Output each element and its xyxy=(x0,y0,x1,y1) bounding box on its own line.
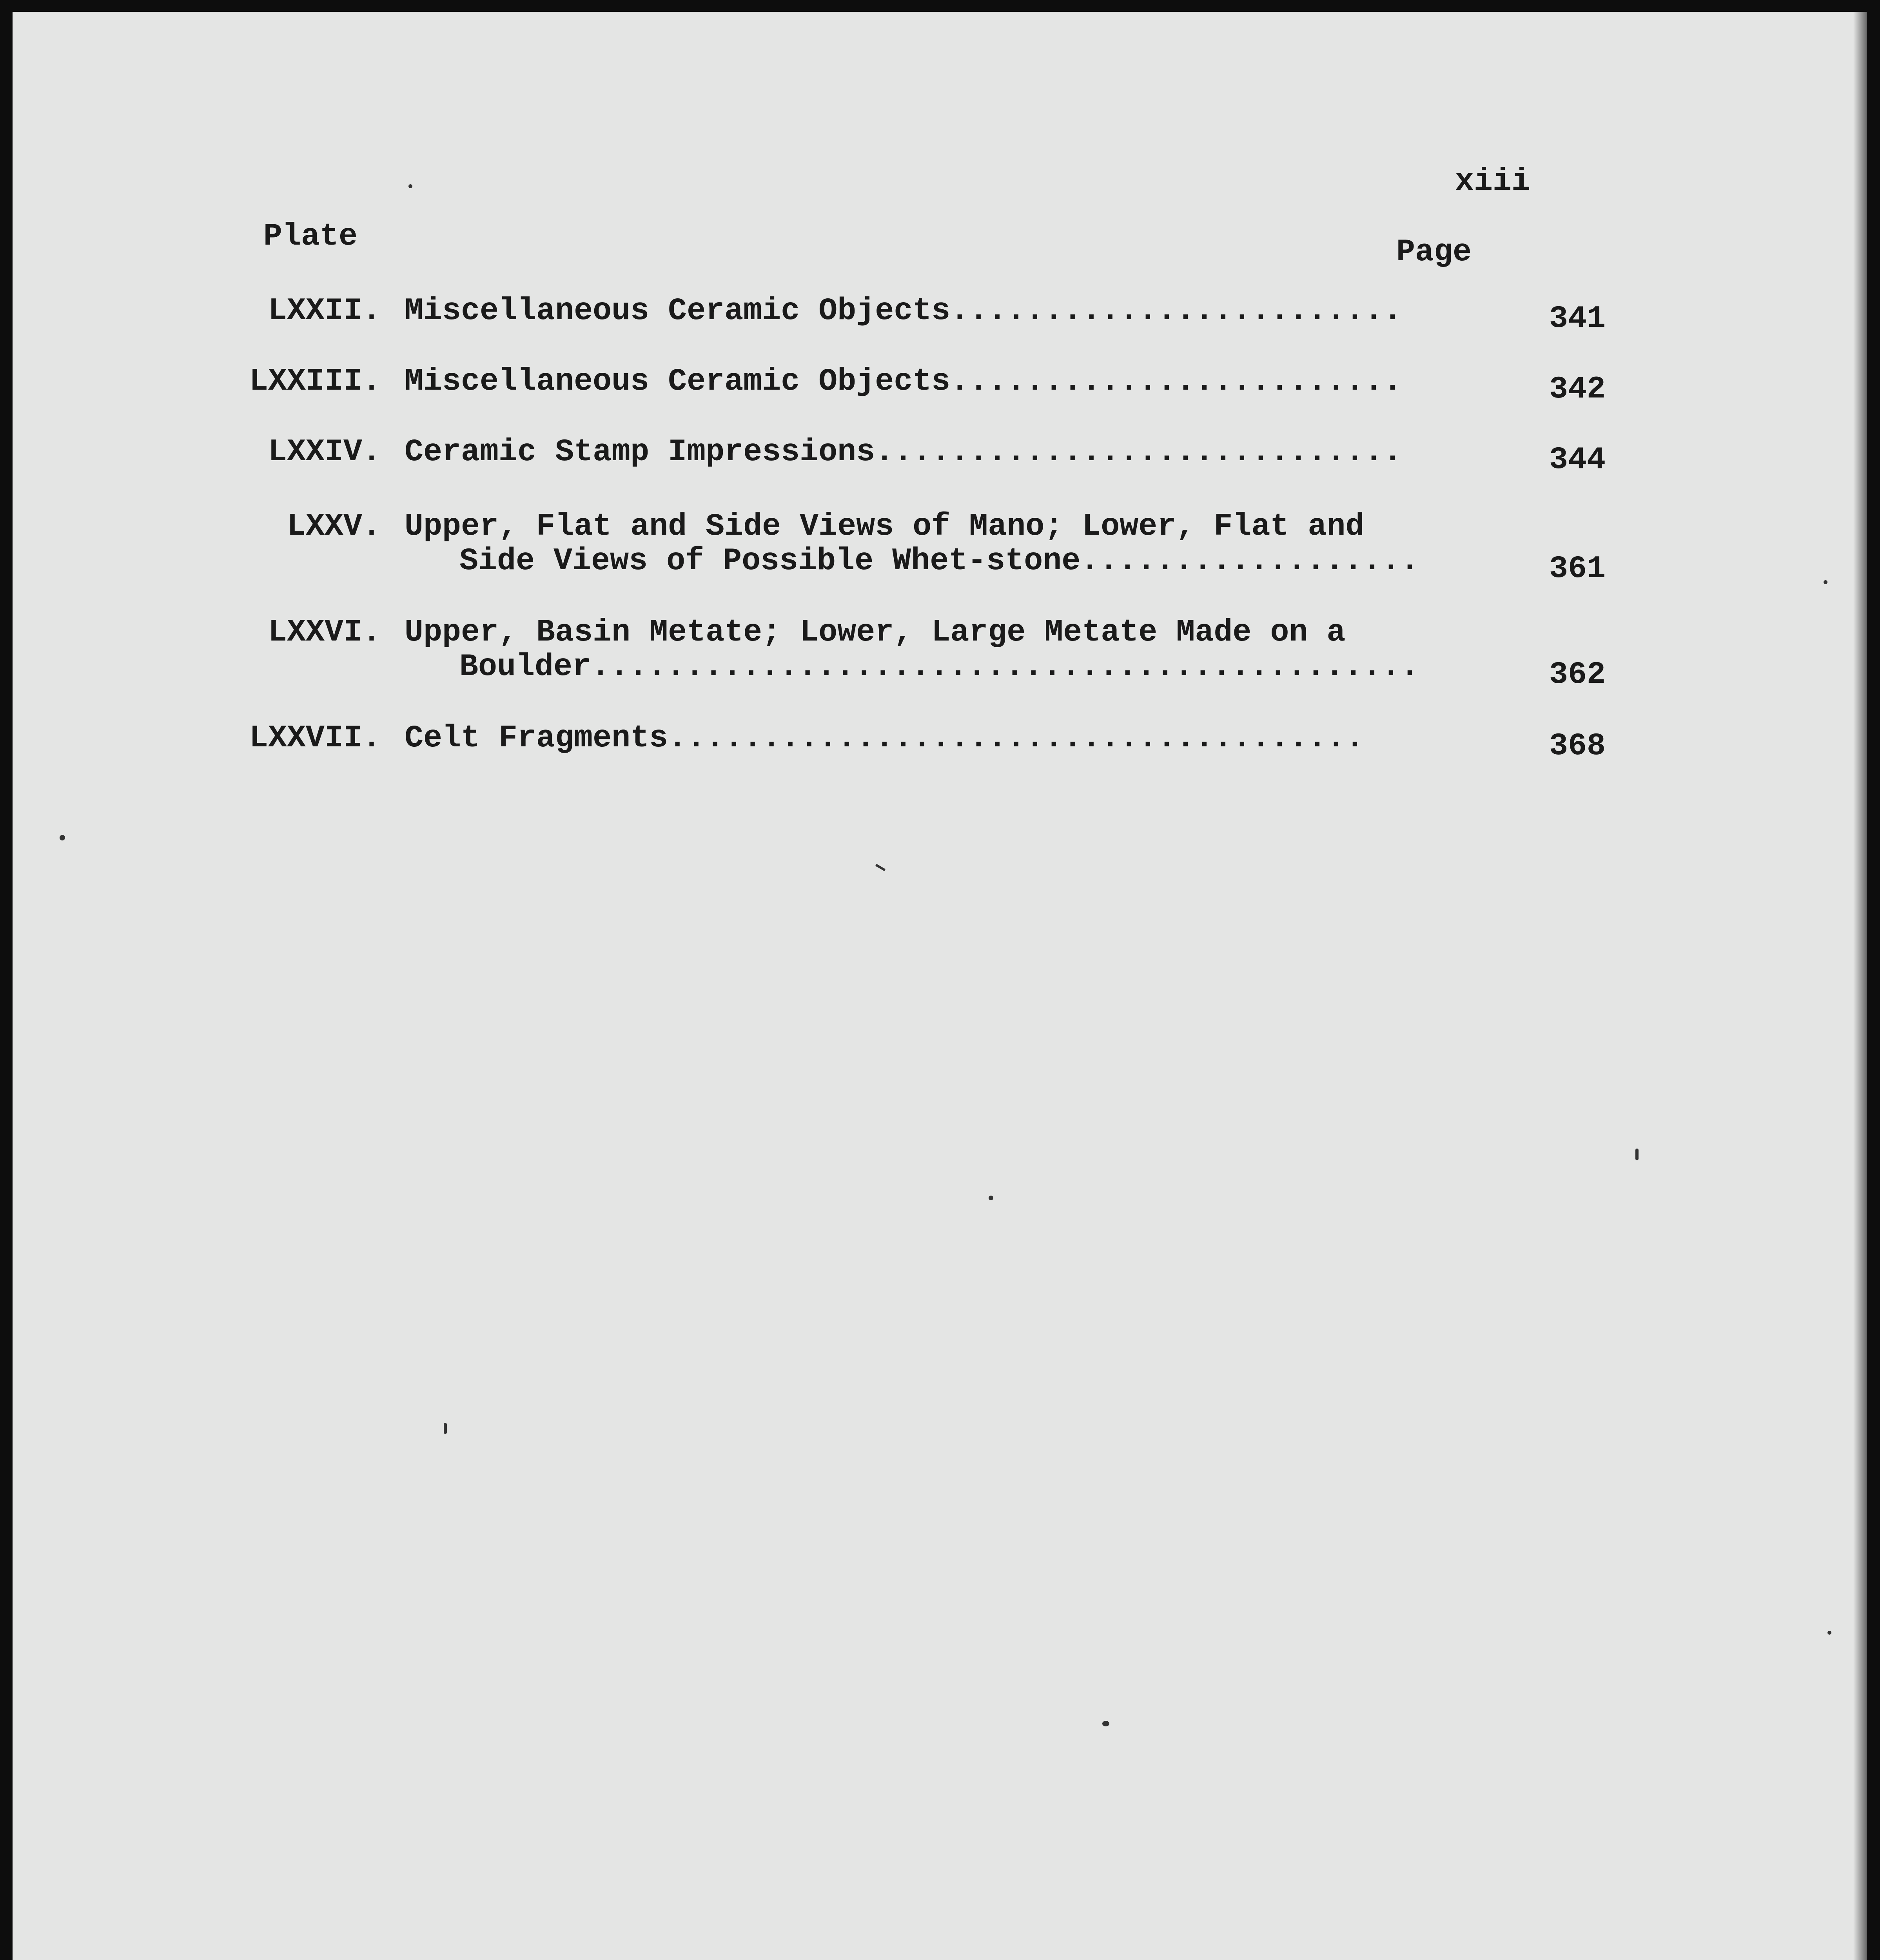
plate-title-line-2: Side Views of Possible Whet-stone.................. xyxy=(459,543,1419,579)
plate-title: Ceramic Stamp Impressions............................ xyxy=(405,434,1402,470)
plate-title: Miscellaneous Ceramic Objects........................ xyxy=(405,293,1402,329)
scan-speck xyxy=(1824,580,1827,584)
plate-title: Celt Fragments..................................... xyxy=(405,720,1365,756)
scan-speck xyxy=(1102,1721,1109,1726)
document-page xyxy=(13,12,1867,1960)
scan-speck xyxy=(1827,1631,1831,1635)
plate-number: LXXIV. xyxy=(268,434,381,470)
scan-speck xyxy=(989,1196,993,1200)
plate-title-line-2: Boulder............................................ xyxy=(459,649,1419,685)
scan-speck xyxy=(60,835,65,840)
list-item xyxy=(249,720,1606,764)
page-ref: 344 xyxy=(1549,442,1606,478)
page-number: xiii xyxy=(1455,164,1531,200)
page-ref: 368 xyxy=(1549,728,1606,764)
page-edge-shadow xyxy=(1853,12,1867,1960)
list-item xyxy=(268,434,1606,478)
page-ref: 342 xyxy=(1549,372,1606,407)
page-ref: 362 xyxy=(1549,657,1606,693)
list-item xyxy=(287,509,1606,587)
scan-speck xyxy=(875,864,886,871)
page-column-heading: Page xyxy=(1396,234,1472,270)
plate-number: LXXV. xyxy=(287,509,381,544)
plate-number: LXXIII. xyxy=(249,364,381,399)
list-item xyxy=(268,293,1606,337)
plate-title-line-1: Upper, Basin Metate; Lower, Large Metate Made on a xyxy=(405,615,1346,650)
page-ref: 341 xyxy=(1549,301,1606,337)
plate-title-line-1: Upper, Flat and Side Views of Mano; Lower, Flat and xyxy=(405,509,1365,544)
plate-column-heading: Plate xyxy=(263,219,358,254)
page-ref: 361 xyxy=(1549,551,1606,587)
list-item xyxy=(268,615,1606,693)
plate-number: LXXVII. xyxy=(249,720,381,756)
scan-speck xyxy=(408,184,412,188)
plate-title: Miscellaneous Ceramic Objects........................ xyxy=(405,364,1402,399)
scan-speck xyxy=(444,1423,447,1434)
scan-speck xyxy=(1635,1149,1639,1160)
list-item xyxy=(249,364,1606,407)
plate-number: LXXII. xyxy=(268,293,381,329)
plate-number: LXXVI. xyxy=(268,615,381,650)
